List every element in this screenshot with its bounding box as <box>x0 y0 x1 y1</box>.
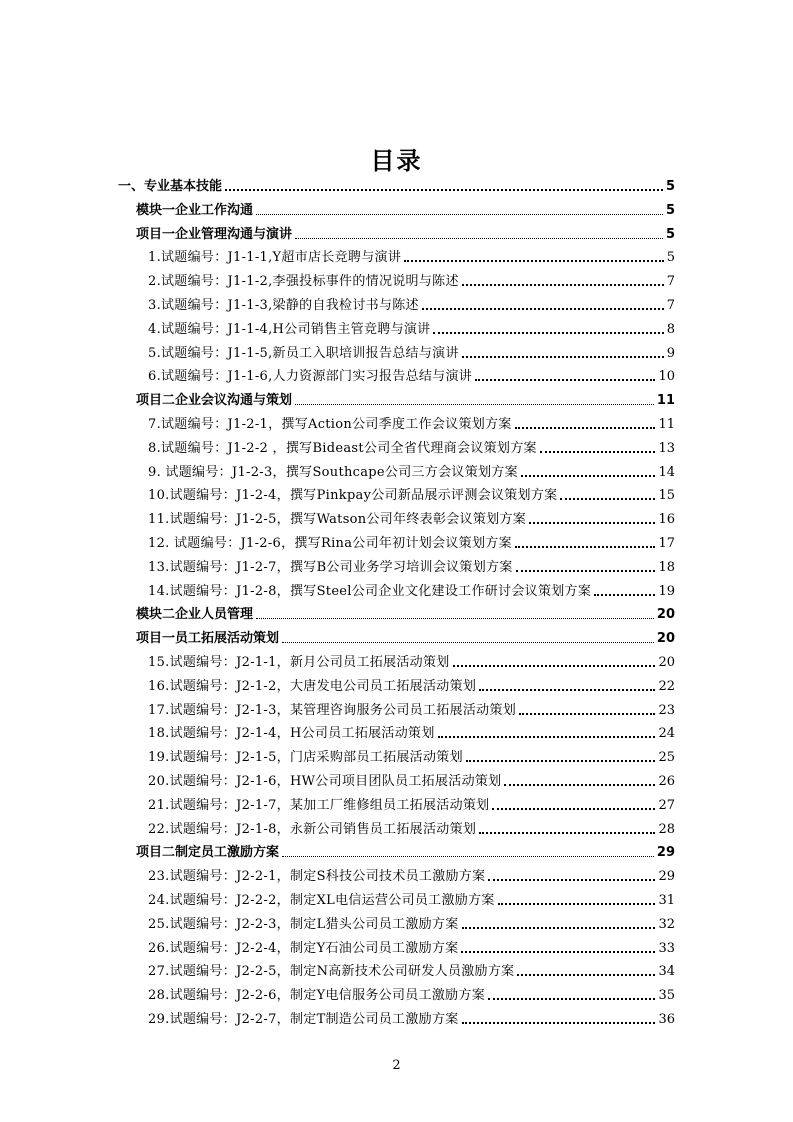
dot-leader <box>515 537 656 551</box>
toc-entry-label: 6.试题编号：J1-1-6,人力资源部门实习报告总结与演讲 <box>148 369 473 385</box>
toc-entry-label: 20.试题编号：J2-1-6，HW公司项目团队员工拓展活动策划 <box>148 774 502 789</box>
toc-entry[interactable] <box>148 529 675 551</box>
dot-leader <box>521 466 656 480</box>
toc-entry[interactable] <box>148 315 675 337</box>
toc-entry-label: 3.试题编号：J1-1-3,梁静的自我检讨书与陈述 <box>148 298 419 313</box>
toc-entry[interactable] <box>148 243 675 265</box>
dot-leader <box>461 942 655 956</box>
dot-leader <box>517 965 655 979</box>
toc-entry-page-number: 23 <box>658 702 675 718</box>
toc-entry-page-number: 9 <box>666 345 675 361</box>
toc-entry-label: 模块二企业人员管理 <box>136 607 254 623</box>
toc-entry[interactable] <box>148 458 675 480</box>
dot-leader <box>594 585 655 599</box>
toc-entry-page-number: 11 <box>658 417 675 432</box>
toc-entry[interactable] <box>148 862 675 884</box>
toc-entry-page-number: 14 <box>658 464 675 480</box>
toc-entry-page-number: 26 <box>658 774 675 789</box>
toc-entry[interactable] <box>148 577 675 599</box>
toc-entry[interactable] <box>148 434 675 456</box>
dot-leader <box>519 704 655 718</box>
toc-entry[interactable] <box>148 981 675 1003</box>
toc-entry[interactable] <box>148 957 675 979</box>
toc-entry[interactable] <box>148 672 675 694</box>
toc-entry-label: 23.试题编号：J2-2-1，制定S科技公司技术员工激励方案 <box>148 869 486 885</box>
dot-leader <box>462 1013 656 1027</box>
toc-entry-label: 18.试题编号：J2-1-4，H公司员工拓展活动策划 <box>148 726 435 742</box>
toc-entry-label: 21.试题编号：J2-1-7，某加工厂维修组员工拓展活动策划 <box>148 797 490 813</box>
page-title: 目录 <box>370 147 423 175</box>
toc-entry[interactable] <box>148 267 675 289</box>
toc-entry-page-number: 7 <box>666 274 675 290</box>
dot-leader <box>462 275 664 289</box>
toc-entry-label: 24.试题编号：J2-2-2，制定XL电信运营公司员工激励方案 <box>148 893 495 908</box>
toc-entry-page-number: 31 <box>658 893 675 908</box>
toc-entry[interactable] <box>148 339 675 361</box>
dot-leader <box>529 513 655 527</box>
toc-entry-page-number: 11 <box>656 393 675 409</box>
toc-entry[interactable] <box>148 481 675 503</box>
toc-entry-page-number: 20 <box>658 655 675 670</box>
toc-entry-label: 17.试题编号：J2-1-3，某管理咨询服务公司员工拓展活动策划 <box>148 702 517 718</box>
toc-entry-page-number: 5 <box>666 250 675 266</box>
dot-leader <box>466 751 656 765</box>
toc-entry-page-number: 7 <box>666 298 675 313</box>
toc-entry-label: 14.试题编号：J1-2-8，撰写Steel公司企业文化建设工作研讨会议策划方案 <box>148 583 592 599</box>
toc-entry-label: 10.试题编号：J1-2-4，撰写Pinkpay公司新品展示评测会议策划方案 <box>148 488 558 504</box>
toc-heading[interactable] <box>136 386 675 408</box>
toc-entry[interactable] <box>148 362 675 384</box>
toc-entry-label: 项目一员工拓展活动策划 <box>136 631 280 647</box>
toc-entry-page-number: 29 <box>656 845 675 861</box>
toc-entry[interactable] <box>148 767 675 789</box>
dot-leader <box>479 680 655 694</box>
dot-leader <box>475 370 655 384</box>
toc-entry[interactable] <box>148 648 675 670</box>
dot-leader <box>560 489 655 503</box>
dot-leader <box>225 180 663 194</box>
toc-entry-label: 12. 试题编号：J1-2-6，撰写Rina公司年初计划会议策划方案 <box>148 536 512 551</box>
toc-entry-label: 22.试题编号：J2-1-8，永新公司销售员工拓展活动策划 <box>148 821 477 837</box>
toc-entry-page-number: 34 <box>658 964 675 980</box>
toc-entry-page-number: 5 <box>665 226 675 242</box>
toc-entry-label: 项目二制定员工激励方案 <box>136 845 280 861</box>
dot-leader <box>256 204 663 218</box>
toc-entry-label: 一、专业基本技能 <box>118 179 223 194</box>
toc-entry-page-number: 27 <box>658 797 675 813</box>
toc-entry-page-number: 20 <box>656 607 675 623</box>
toc-entry[interactable] <box>148 743 675 765</box>
toc-entry-page-number: 17 <box>658 536 675 551</box>
toc-entry-page-number: 33 <box>658 940 675 956</box>
toc-entry-label: 29.试题编号：J2-2-7，制定T制造公司员工激励方案 <box>148 1012 459 1027</box>
toc-entry[interactable] <box>148 696 675 718</box>
toc-entry-label: 8.试题编号：J1-2-2 ，撰写Bideast公司全省代理商会议策划方案 <box>148 440 537 456</box>
toc-entry[interactable] <box>148 410 675 432</box>
toc-heading[interactable] <box>136 220 675 242</box>
toc-heading[interactable] <box>136 600 675 622</box>
dot-leader <box>404 251 664 265</box>
dot-leader <box>462 347 664 361</box>
toc-entry-page-number: 18 <box>658 559 675 575</box>
toc-entry-page-number: 28 <box>658 821 675 837</box>
toc-entry-page-number: 13 <box>658 440 675 456</box>
toc-heading[interactable] <box>136 196 675 218</box>
toc-entry[interactable] <box>148 815 675 837</box>
dot-leader <box>540 442 656 456</box>
toc-entry-page-number: 8 <box>666 321 675 337</box>
dot-leader <box>515 418 656 432</box>
dot-leader <box>488 989 655 1003</box>
toc-entry[interactable] <box>148 719 675 741</box>
toc-entry-page-number: 35 <box>658 988 675 1004</box>
toc-entry-page-number: 29 <box>658 869 675 885</box>
toc-entry-page-number: 24 <box>658 726 675 742</box>
toc-entry-label: 4.试题编号：J1-1-4,H公司销售主管竞聘与演讲 <box>148 321 431 337</box>
toc-entry-label: 5.试题编号：J1-1-5,新员工入职培训报告总结与演讲 <box>148 345 459 361</box>
toc-entry[interactable] <box>148 1005 675 1027</box>
toc-entry[interactable] <box>148 886 675 908</box>
dot-leader <box>492 799 655 813</box>
toc-entry-page-number: 5 <box>665 202 675 218</box>
toc-entry-label: 16.试题编号：J2-1-2，大唐发电公司员工拓展活动策划 <box>148 678 477 694</box>
toc-entry-label: 15.试题编号：J2-1-1，新月公司员工拓展活动策划 <box>148 655 450 670</box>
toc-heading[interactable] <box>136 838 675 860</box>
toc-entry[interactable] <box>148 505 675 527</box>
toc-entry-page-number: 32 <box>658 916 675 932</box>
toc-entry-page-number: 22 <box>658 678 675 694</box>
dot-leader <box>295 228 663 242</box>
dot-leader <box>504 775 655 789</box>
dot-leader <box>433 323 663 337</box>
dot-leader <box>422 299 664 313</box>
toc-entry[interactable] <box>148 553 675 575</box>
toc-entry-page-number: 16 <box>658 512 675 528</box>
toc-entry-label: 19.试题编号：J2-1-5，门店采购部员工拓展活动策划 <box>148 750 463 766</box>
toc-entry-label: 11.试题编号：J1-2-5，撰写Watson公司年终表彰会议策划方案 <box>148 512 527 528</box>
toc-entry-label: 27.试题编号：J2-2-5，制定N高新技术公司研发人员激励方案 <box>148 964 515 980</box>
dot-leader <box>479 823 655 837</box>
toc-entry-page-number: 5 <box>665 179 675 194</box>
dot-leader <box>488 870 655 884</box>
toc-entry-label: 项目一企业管理沟通与演讲 <box>136 226 293 242</box>
toc-entry-label: 25.试题编号：J2-2-3，制定L猎头公司员工激励方案 <box>148 916 459 932</box>
dot-leader <box>453 656 656 670</box>
toc-entry-label: 13.试题编号：J1-2-7，撰写B公司业务学习培训会议策划方案 <box>148 559 513 575</box>
toc-entry-page-number: 36 <box>658 1012 675 1027</box>
toc-entry-label: 7.试题编号：J1-2-1，撰写Action公司季度工作会议策划方案 <box>148 417 512 432</box>
toc-entry-page-number: 25 <box>658 750 675 766</box>
dot-leader <box>282 632 654 646</box>
dot-leader <box>282 846 654 860</box>
toc-entry[interactable] <box>148 934 675 956</box>
toc-heading[interactable] <box>118 172 675 194</box>
dot-leader <box>516 561 656 575</box>
toc-entry-page-number: 19 <box>658 583 675 599</box>
dot-leader <box>256 608 654 622</box>
toc-entry[interactable] <box>148 291 675 313</box>
toc-entry[interactable] <box>148 910 675 932</box>
toc-entry-label: 9. 试题编号：J1-2-3，撰写Southcape公司三方会议策划方案 <box>148 464 518 480</box>
toc-entry-label: 1.试题编号：J1-1-1,Y超市店长竞聘与演讲 <box>148 250 402 266</box>
toc-entry-label: 26.试题编号：J2-2-4，制定Y石油公司员工激励方案 <box>148 940 459 956</box>
toc-entry-page-number: 10 <box>658 369 675 385</box>
dot-leader <box>462 918 656 932</box>
toc-entry-page-number: 15 <box>658 488 675 504</box>
toc-entry-page-number: 20 <box>656 631 675 647</box>
page-number: 2 <box>392 1058 401 1073</box>
dot-leader <box>295 394 654 408</box>
toc-heading[interactable] <box>136 624 675 646</box>
toc-entry-label: 项目二企业会议沟通与策划 <box>136 393 293 409</box>
toc-entry-label: 2.试题编号：J1-1-2,李强投标事件的情况说明与陈述 <box>148 274 459 290</box>
toc-entry[interactable] <box>148 791 675 813</box>
dot-leader <box>438 727 656 741</box>
dot-leader <box>498 894 656 908</box>
toc-entry-label: 28.试题编号：J2-2-6，制定Y电信服务公司员工激励方案 <box>148 988 486 1004</box>
toc-entry-label: 模块一企业工作沟通 <box>136 202 254 218</box>
